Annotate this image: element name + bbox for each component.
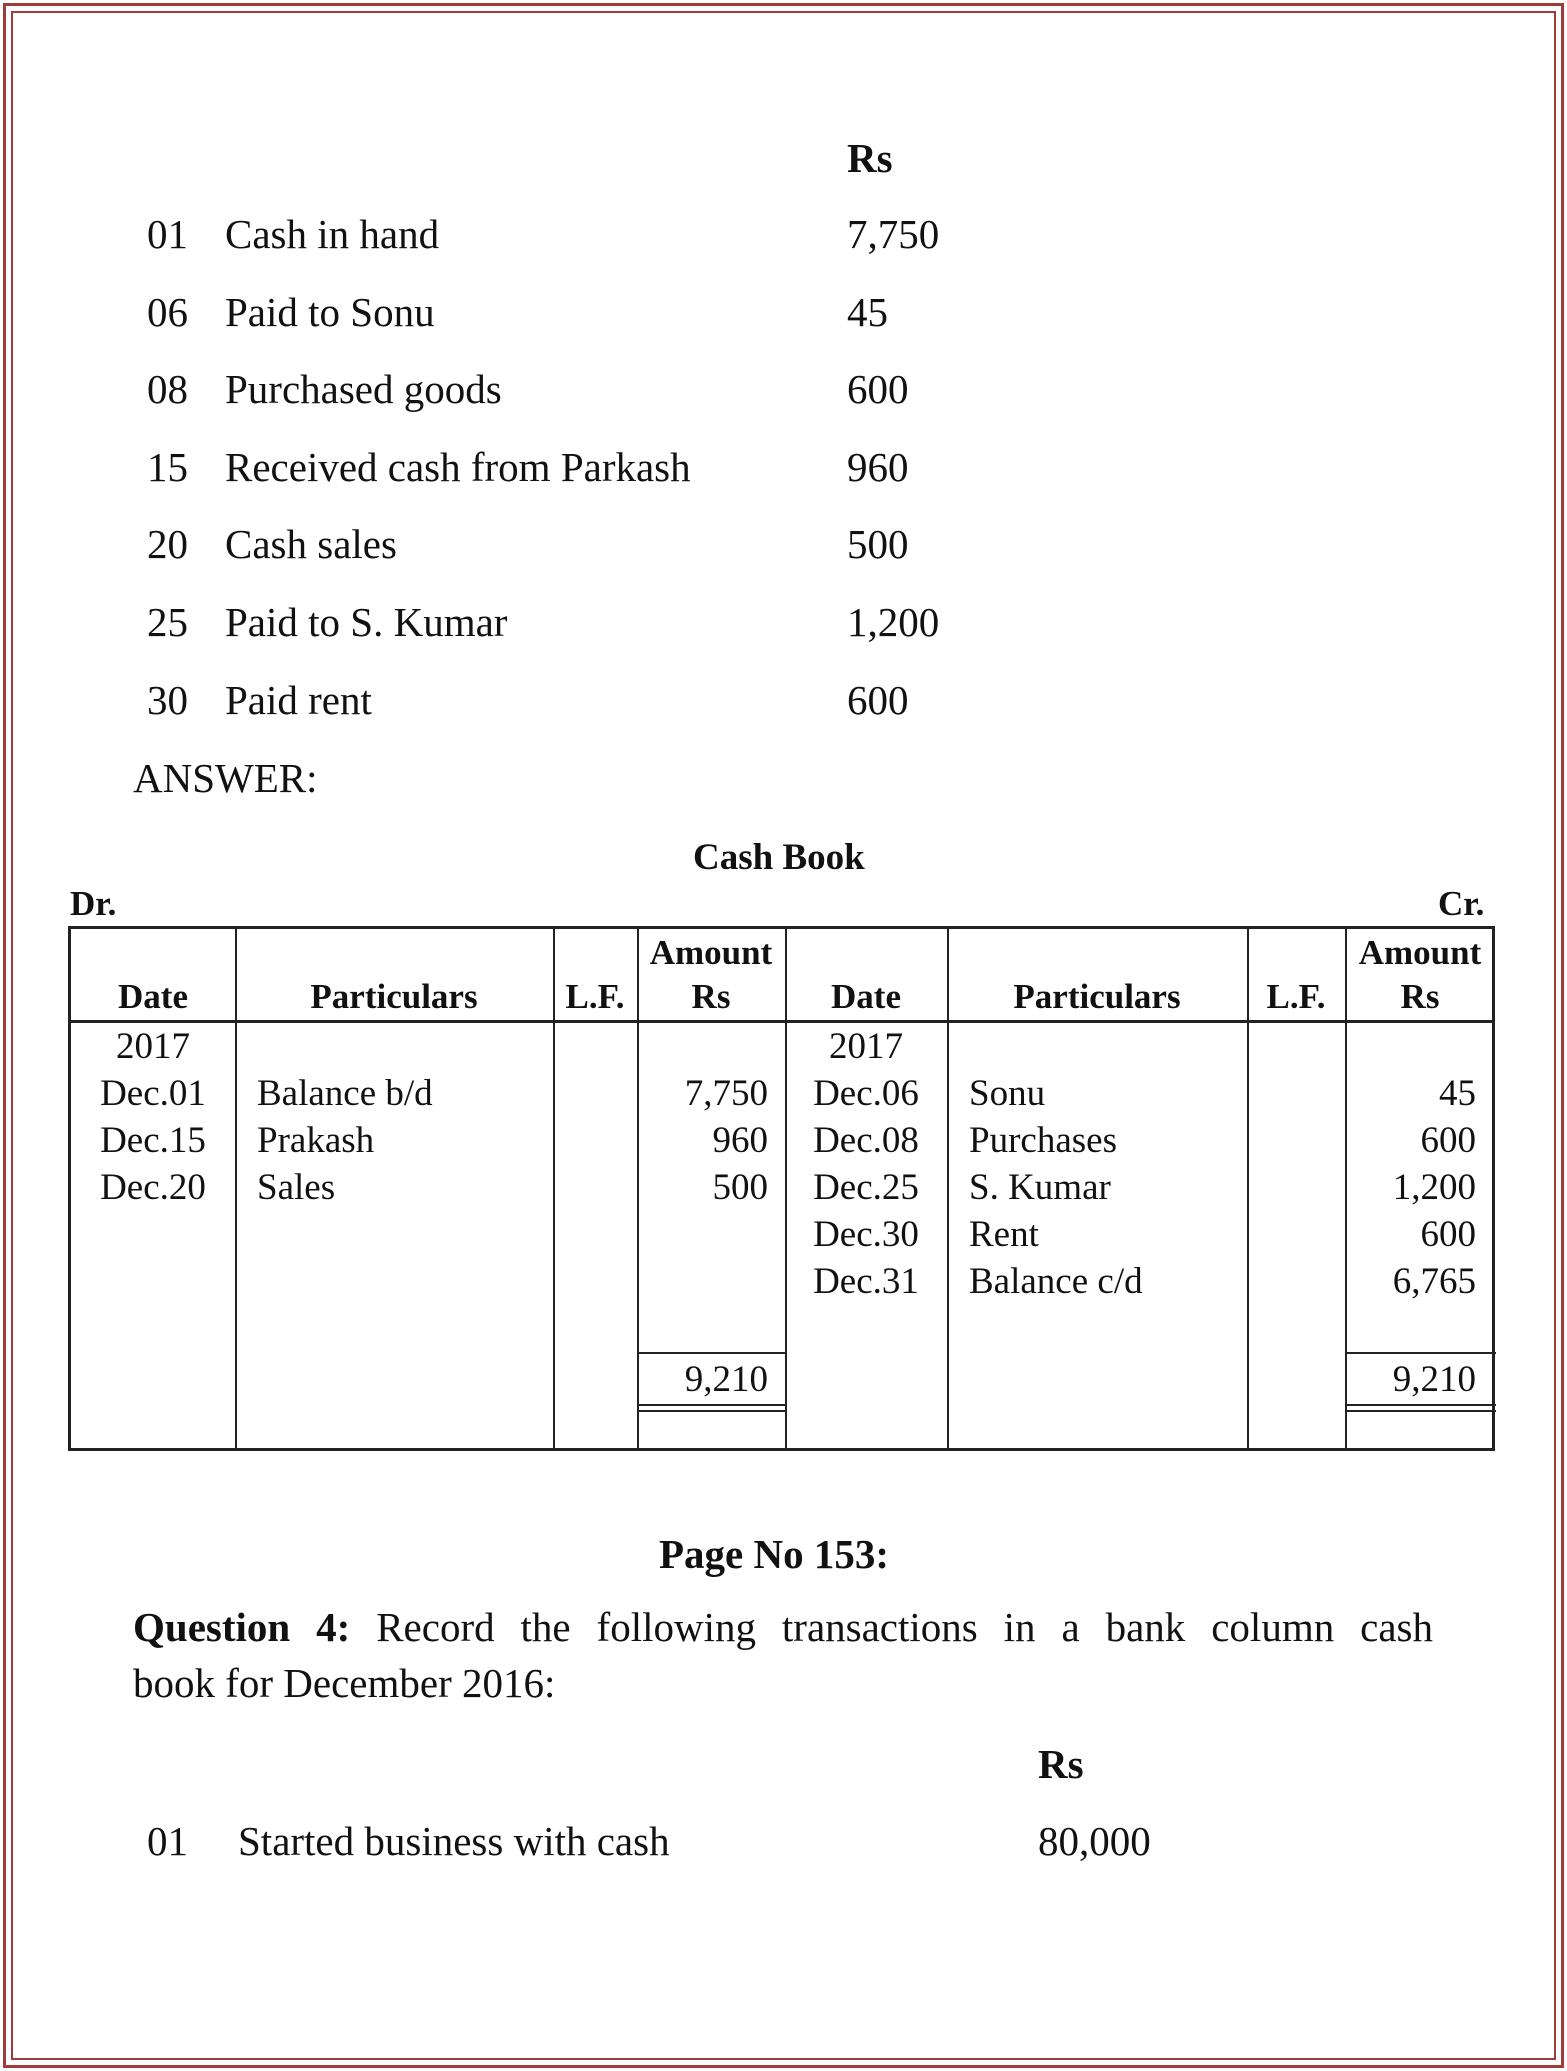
q4-item-amount: 80,000 — [1038, 1818, 1151, 1864]
credit-total-rule-1 — [1346, 1404, 1496, 1406]
debit-amount-unit: Rs — [691, 977, 731, 1016]
q3-item-day: 08 — [147, 366, 188, 412]
credit-row-date: Dec.31 — [813, 1261, 919, 1302]
credit-particulars-header: Particulars — [1013, 977, 1181, 1016]
credit-row-date: Dec.06 — [813, 1073, 919, 1114]
credit-year: 2017 — [829, 1026, 903, 1067]
q3-item-amount: 45 — [847, 289, 888, 335]
q3-item-description: Cash sales — [225, 521, 397, 567]
credit-row-amount: 600 — [1420, 1214, 1476, 1255]
debit-row-particulars: Prakash — [257, 1120, 375, 1161]
credit-row-amount: 45 — [1439, 1073, 1476, 1114]
debit-row-amount: 7,750 — [684, 1073, 768, 1114]
credit-amount-header: Amount — [1358, 933, 1482, 972]
debit-row-particulars: Balance b/d — [257, 1073, 433, 1114]
q3-item-description: Cash in hand — [225, 211, 440, 257]
credit-row-particulars: Sonu — [969, 1073, 1046, 1114]
q3-item-day: 06 — [147, 289, 188, 335]
credit-row-amount: 6,765 — [1392, 1261, 1476, 1302]
credit-row-particulars: Purchases — [969, 1120, 1117, 1161]
credit-lf-header: L.F. — [1266, 977, 1326, 1016]
q3-amount-header: Rs — [847, 135, 893, 181]
credit-row-date: Dec.25 — [813, 1167, 919, 1208]
debit-row-date: Dec.20 — [100, 1167, 206, 1208]
q3-item-day: 25 — [147, 599, 188, 645]
cash-book-table — [68, 926, 1495, 1451]
debit-row-amount: 500 — [712, 1167, 768, 1208]
credit-row-date: Dec.08 — [813, 1120, 919, 1161]
q3-item-amount: 7,750 — [847, 211, 940, 257]
question4-label: Question 4: — [133, 1604, 351, 1650]
debit-particulars-header: Particulars — [310, 977, 478, 1016]
question4-paragraph — [133, 1603, 1433, 1651]
q4-item-description: Started business with cash — [238, 1818, 670, 1864]
debit-total-top-rule — [638, 1352, 785, 1354]
credit-row-amount: 600 — [1420, 1120, 1476, 1161]
credit-row-amount: 1,200 — [1392, 1167, 1476, 1208]
debit-row-particulars: Sales — [257, 1167, 336, 1208]
q3-item-day: 15 — [147, 444, 188, 490]
debit-row-amount: 960 — [712, 1120, 768, 1161]
credit-total-rule-2 — [1346, 1410, 1496, 1412]
header-separator — [71, 1020, 1492, 1023]
credit-row-particulars: Balance c/d — [969, 1261, 1143, 1302]
credit-row-date: Dec.30 — [813, 1214, 919, 1255]
credit-total-top-rule — [1346, 1352, 1496, 1354]
q4-item-day: 01 — [147, 1818, 188, 1864]
debit-total-rule-1 — [638, 1404, 785, 1406]
credit-amount-unit: Rs — [1400, 977, 1440, 1016]
debit-row-date: Dec.15 — [100, 1120, 206, 1161]
question4-text-line2: book for December 2016: — [133, 1660, 556, 1706]
debit-amount-header: Amount — [649, 933, 773, 972]
cr-label: Cr. — [1438, 884, 1485, 923]
q3-item-amount: 960 — [847, 444, 909, 490]
question4-text-line1: Record the following transactions in a bank column cash — [350, 1604, 1433, 1650]
credit-total: 9,210 — [1392, 1359, 1476, 1400]
debit-date-header: Date — [118, 977, 188, 1016]
q3-item-day: 01 — [147, 211, 188, 257]
debit-year: 2017 — [116, 1026, 190, 1067]
q3-item-amount: 600 — [847, 677, 909, 723]
q3-item-amount: 500 — [847, 521, 909, 567]
dr-label: Dr. — [70, 884, 117, 923]
debit-total-rule-2 — [638, 1410, 785, 1412]
credit-row-particulars: S. Kumar — [969, 1167, 1111, 1208]
q3-item-description: Purchased goods — [225, 366, 502, 412]
q3-item-day: 30 — [147, 677, 188, 723]
credit-date-header: Date — [831, 977, 901, 1016]
answer-label: ANSWER: — [133, 755, 318, 801]
debit-lf-header: L.F. — [565, 977, 625, 1016]
q3-item-amount: 1,200 — [847, 599, 940, 645]
q3-item-amount: 600 — [847, 366, 909, 412]
q3-item-description: Received cash from Parkash — [225, 444, 691, 490]
debit-total: 9,210 — [684, 1359, 768, 1400]
q3-item-day: 20 — [147, 521, 188, 567]
q3-item-description: Paid to Sonu — [225, 289, 435, 335]
cash-book-title: Cash Book — [693, 837, 865, 878]
debit-row-date: Dec.01 — [100, 1073, 206, 1114]
q3-item-description: Paid rent — [225, 677, 372, 723]
q4-amount-header: Rs — [1038, 1741, 1084, 1787]
page-heading: Page No 153: — [659, 1531, 890, 1577]
credit-row-particulars: Rent — [969, 1214, 1039, 1255]
q3-item-description: Paid to S. Kumar — [225, 599, 508, 645]
